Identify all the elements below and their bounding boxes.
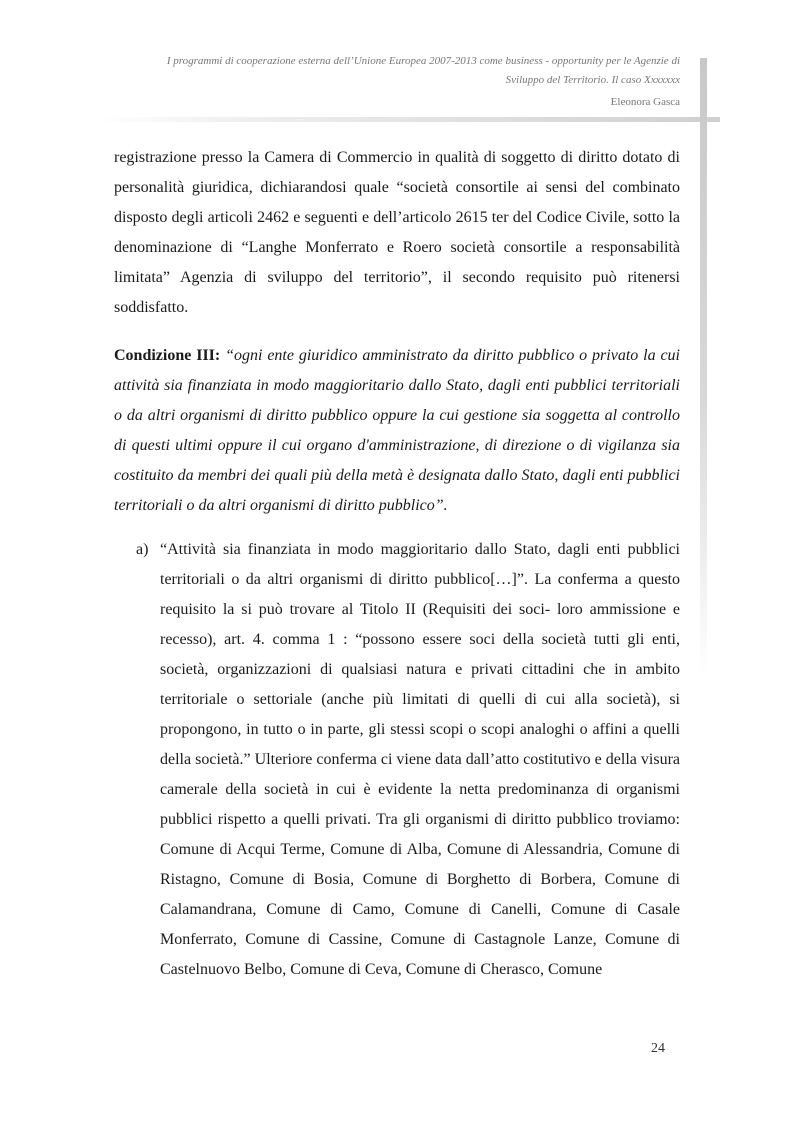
header-title-line-2: Sviluppo del Territorio. Il caso Xxxxxxx <box>505 74 680 86</box>
condition-text: “ogni ente giuridico amministrato da diritto pubblico o privato la cui attività sia finanziata in modo maggioritario dallo Stato, dagli enti pubblici territoriali o da altri organismi di diritto pubblico oppure la cui gestione sia soggetta al controllo di questi ultimi oppure il cui organo d'amministrazione, di direzione o di vigilanza sia costituito da membri dei quali più della metà è designata dallo Stato, dagli enti pubblici territoriali o da altri organismi di diritto pubblico”. <box>114 347 680 514</box>
running-header <box>100 52 680 90</box>
header-title-line-1: I programmi di cooperazione esterna dell’Unione Europea 2007-2013 come business - opportunity per le Agenzie di <box>166 55 680 67</box>
header-vertical-rule <box>700 58 707 678</box>
condition-paragraph <box>114 341 680 521</box>
list-item-marker: a) <box>136 541 149 558</box>
page-number: 24 <box>651 1041 665 1056</box>
header-author: Eleonora Gasca <box>610 96 680 108</box>
body-paragraph-1: registrazione presso la Camera di Commercio in qualità di soggetto di diritto dotato di personalità giuridica, dichiarandosi quale “società consortile ai sensi del combinato disposto degli articoli 2462 e seguenti e dell’articolo 2615 ter del Codice Civile, sotto la denominazione di “Langhe Monferrato e Roero società consortile a responsabilità limitata” Agenzia di sviluppo del territorio”, il secondo requisito può ritenersi soddisfatto. <box>114 149 680 316</box>
header-horizontal-rule <box>101 117 720 122</box>
condition-label: Condizione III: <box>114 347 221 364</box>
list-item-text: “Attività sia finanziata in modo maggioritario dallo Stato, dagli enti pubblici territoriali o da altri organismi di diritto pubblico[…]”. La conferma a questo requisito la si può trovare al Titolo II (Requisiti dei soci- loro ammissione e recesso), art. 4. comma 1 : “possono essere soci della società tutti gli enti, società, organizzazioni di qualsiasi natura e privati cittadini che in ambito territoriale o settoriale (anche più limitati di quelli di cui alla società), si propongono, in tutto o in parte, gli stessi scopi o scopi analoghi o affini a quelli della società.” Ulteriore conferma ci viene data dall’atto costitutivo e della visura camerale della società in cui è evidente la netta predominanza di organismi pubblici rispetto a quelli privati. Tra gli organismi di diritto pubblico troviamo: Comune di Acqui Terme, Comune di Alba, Comune di Alessandria, Comune di Ristagno, Comune di Bosia, Comune di Borghetto di Borbera, Comune di Calamandrana, Comune di Camo, Comune di Canelli, Comune di Casale Monferrato, Comune di Cassine, Comune di Castagnole Lanze, Comune di Castelnuovo Belbo, Comune di Ceva, Comune di Cherasco, Comune <box>160 541 680 978</box>
